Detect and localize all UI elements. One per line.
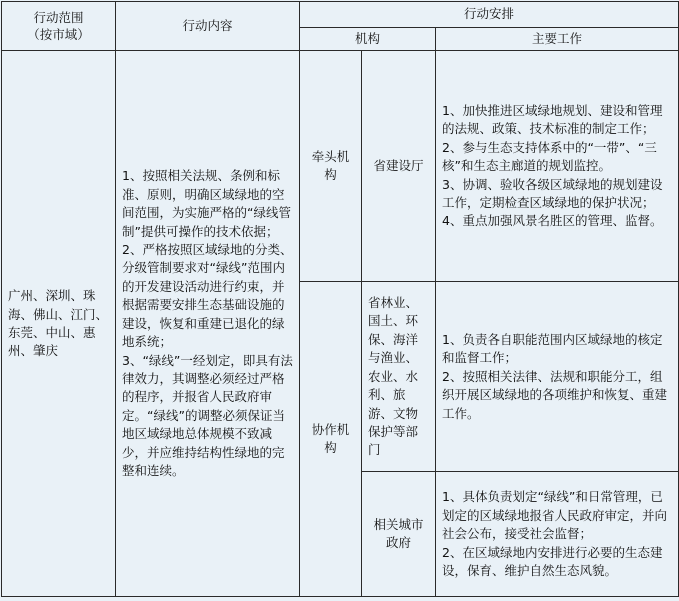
agency-work: 1、加快推进区域绿地规划、建设和管理的法规、政策、技术标准的制定工作； 2、参与生态支持体系中的“一带”、“三核”和生态主廊道的规划监控。 3、协调、验收各级区域绿地的规划建设工作，定期检查区域绿地的保护状况； 4、重点加强风景名胜区的管理、监督。 <box>436 51 679 282</box>
scope-cell: 广州、深圳、珠海、佛山、江门、东莞、中山、惠州、肇庆 <box>2 51 116 597</box>
agency-work: 1、具体负责划定“绿线”和日常管理，已划定的区域绿地报省人民政府审定，并向社会公布，接受社会监督； 2、在区域绿地内安排进行必要的生态建设，保育、维护自然生态风貌。 <box>436 472 679 597</box>
header-content: 行动内容 <box>116 2 300 51</box>
lead-agency-label: 牵头机构 <box>300 51 362 282</box>
header-agency: 机构 <box>300 28 436 51</box>
agency-name: 省林业、国土、环保、海洋与渔业、农业、水利、旅游、文物保护等部门 <box>362 282 436 472</box>
header-scope: 行动范围 （按市域） <box>2 2 116 51</box>
coop-agency-label: 协作机构 <box>300 282 362 597</box>
header-main-work: 主要工作 <box>436 28 679 51</box>
agency-work: 1、负责各自职能范围内区域绿地的核定和监督工作； 2、按照相关法律、法规和职能分工，组织开展区域绿地的各项维护和恢复、重建工作。 <box>436 282 679 472</box>
agency-name: 相关城市政府 <box>362 472 436 597</box>
green-space-action-table <box>1 1 679 597</box>
header-arrangement: 行动安排 <box>300 2 679 28</box>
agency-name: 省建设厅 <box>362 51 436 282</box>
content-cell: 1、按照相关法规、条例和标准、原则，明确区域绿地的空间范围，为实施严格的“绿线管制”提供可操作的技术依据； 2、严格按照区域绿地的分类、分级管制要求对“绿线”范围内的开发建设活动进行约束，并根据需要安排生态基础设施的建设，恢复和重建已退化的绿地系统； 3、“绿线”一经划定，即具有法律效力，其调整必须经过严格的程序，并报省人民政府审定。“绿线”的调整必须保证当地区域绿地总体规模不致减少，并应维持结构性绿地的完整和连续。 <box>116 51 300 597</box>
